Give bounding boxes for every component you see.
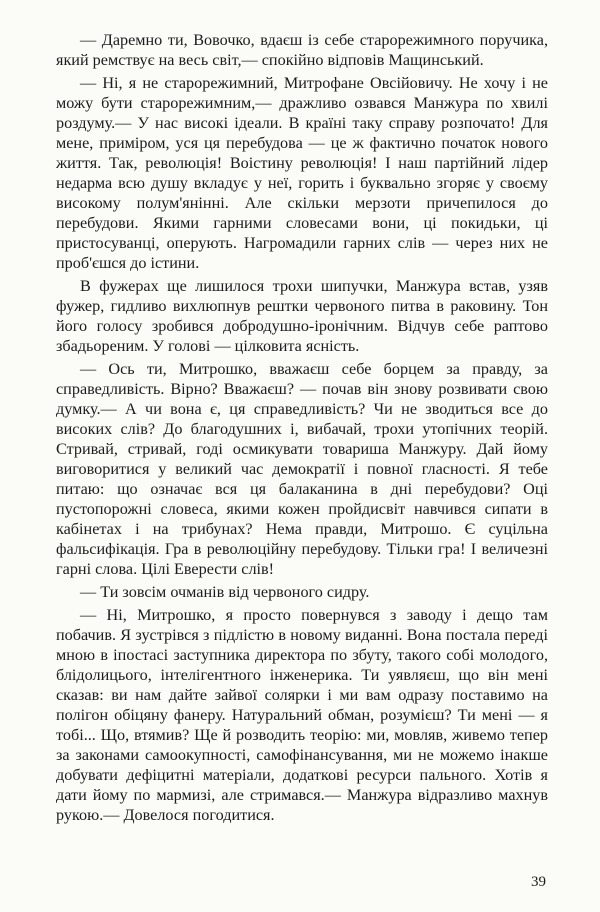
paragraph-1: — Даремно ти, Вовочко, вдаєш із себе старорежимного поручика, який ремствує на весь світ,— спокійно відповів Мащинський. [56, 31, 548, 69]
paragraph-3: В фужерах ще лишилося трохи шипучки, Манжура встав, узяв фужер, гидливо вихлюпнув рештки червоного питва в раковину. Тон його голосу зробився добродушно-іронічним. Відчув себе раптово збадьореним. У голові — цілковита ясність. [56, 277, 548, 355]
page-number: 39 [531, 874, 546, 890]
paragraph-5: — Ти зовсім очманів від червоного сидру. [80, 583, 370, 601]
paragraph-4: — Ось ти, Митрошко, вважаєш себе борцем за правду, за справедливість. Вірно? Вважаєш? — почав він знову розвивати свою думку.— А чи вона є, ця справедливість? Чи не зводиться все до високих слів? До благодушних і, вибачай, трохи утопічних теорій. Стривай, стривай, годі осмикувати товариша Манжуру. Дай йому виговоритися у великий час демократії і повної гласності. Я тебе питаю: що означає вся ця балаканина в дні перебудови? Оці пустопорожні словеса, якими кожен пройдисвіт навчився сипати в кабінетах і на трибунах? Нема правди, Митрошо. Є суцільна фальсифікація. Гра в революційну перебудову. Тільки гра! І величезні гарні слова. Цілі Еверести слів! [56, 360, 548, 578]
body-text [56, 30, 548, 825]
paragraph-6: — Ні, Митрошко, я просто повернувся з заводу і дещо там побачив. Я зустрівся з підлістю в новому виданні. Вона постала переді мною в іпостасі заступника директора по збуту, такого собі молодого, блідолицього, інтелігентного інженерика. Ти уявляєш, що він мені сказав: ви нам дайте зайвої солярки і ми вам одразу поставимо на полігон обіцяну фанеру. Натуральний обман, розумієш? Ти мені — я тобі... Що, втямив? Ще й розводить теорію: ми, мовляв, живемо тепер за законами самоокупності, самофінансування, ми не можемо інакше добувати дефіцитні матеріали, додаткові ресурси пального. Хотів я дати йому по мармизі, але стримався.— Манжура відразливо махнув рукою.— Довелося погодитися. [56, 606, 548, 824]
paragraph-2: — Ні, я не старорежимний, Митрофане Овсійовичу. Не хочу і не можу бути старорежимним,— дражливо озвався Манжура по хвилі роздуму.— У нас високі ідеали. В країні таку справу розпочато! Для мене, приміром, уся ця перебудова — це ж фактично початок нового життя. Так, революція! Воістину революція! І наш партійний лідер недарма всю душу вкладує у неї, горить і буквально згоряє у своєму високому полум'янінні. Але скільки мерзоти причепилося до перебудови. Якими гарними словесами вони, ці покидьки, ці пристосуванці, оперують. Нагромадили гарних слів — через них не проб'єшся до істини. [56, 74, 548, 272]
